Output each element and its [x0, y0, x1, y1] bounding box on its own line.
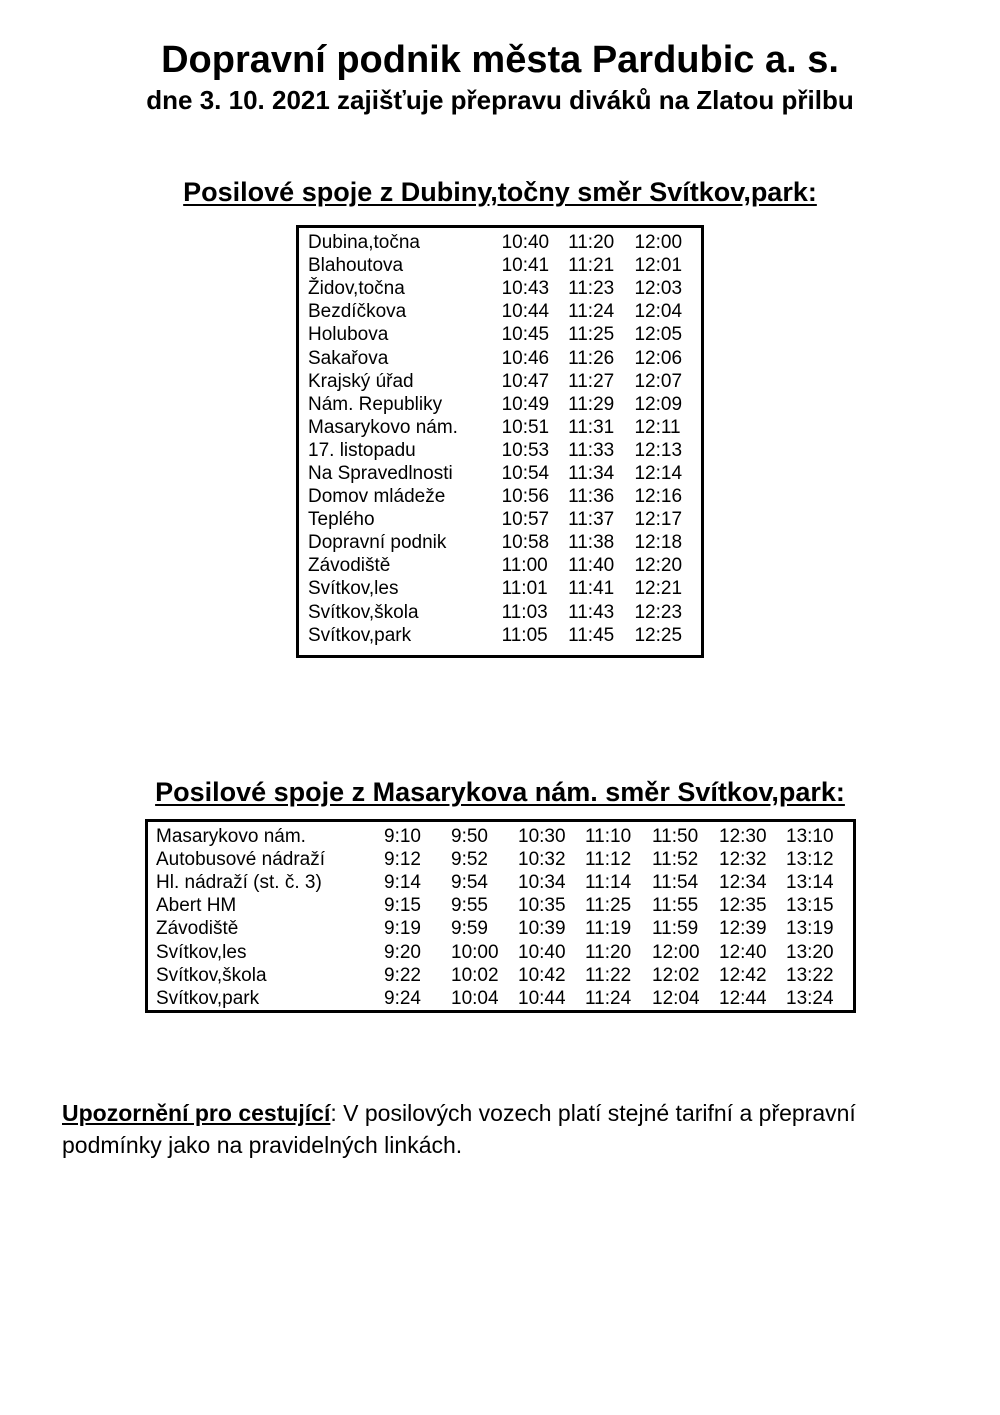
departure-time: 10:53 [501, 439, 550, 461]
departure-time: 12:44 [719, 987, 767, 1009]
stop-name: Bezdíčkova [308, 301, 407, 323]
stop-name: Holubova [308, 324, 389, 346]
stop-name: Masarykovo nám. [308, 416, 458, 438]
departure-time: 12:18 [634, 532, 683, 554]
departure-time: 10:45 [501, 324, 550, 346]
departure-time: 9:19 [384, 918, 421, 940]
departure-time: 9:20 [384, 941, 421, 963]
table-row [308, 416, 701, 439]
departure-time: 11:33 [568, 439, 615, 461]
departure-time: 13:14 [786, 872, 834, 894]
departure-time: 11:54 [652, 872, 699, 894]
table-row [308, 485, 701, 508]
stop-name: Svítkov,park [156, 987, 260, 1009]
departure-time: 11:52 [652, 849, 699, 871]
departure-time: 10:47 [501, 370, 550, 392]
departure-time: 11:00 [501, 555, 548, 577]
departure-time: 10:00 [451, 941, 499, 963]
departure-time: 11:50 [652, 826, 699, 848]
section-heading-dubina: Posilové spoje z Dubiny,točny směr Svítkov,park: [183, 177, 817, 207]
timetable-dubina-box [296, 225, 704, 658]
stop-name: Na Spravedlnosti [308, 462, 453, 484]
departure-time: 10:30 [518, 826, 566, 848]
departure-time: 9:12 [384, 849, 421, 871]
departure-time: 11:20 [585, 941, 632, 963]
passenger-notice [62, 1097, 942, 1161]
departure-time: 13:19 [786, 918, 834, 940]
stop-name: Sakařova [308, 347, 389, 369]
notice-label: Upozornění pro cestující [62, 1100, 331, 1126]
stop-name: Svítkov,les [308, 578, 399, 600]
notice-text: : V posilových vozech platí stejné tarifní a přepravní podmínky jako na pravidelných linkách. [62, 1100, 856, 1158]
departure-time: 11:23 [568, 278, 615, 300]
departure-time: 12:03 [634, 278, 683, 300]
departure-time: 11:34 [568, 462, 615, 484]
table-row [308, 508, 701, 531]
table-row [308, 531, 701, 554]
stop-name: Hl. nádraží (st. č. 3) [156, 872, 322, 894]
departure-time: 10:40 [518, 941, 566, 963]
departure-time: 9:10 [384, 826, 421, 848]
departure-time: 11:27 [568, 370, 615, 392]
departure-time: 13:15 [786, 895, 834, 917]
departure-time: 11:25 [585, 895, 632, 917]
departure-time: 10:57 [501, 509, 550, 531]
table-row [308, 370, 701, 393]
stop-name: Dubina,točna [308, 232, 420, 254]
departure-time: 11:14 [585, 872, 632, 894]
timetable-masarykovo [156, 825, 853, 1010]
departure-time: 11:45 [568, 624, 615, 646]
page-subtitle: dne 3. 10. 2021 zajišťuje přepravu diváků na Zlatou přilbu [146, 85, 854, 115]
table-row [308, 254, 701, 277]
table-row [308, 346, 701, 369]
departure-time: 11:05 [501, 624, 548, 646]
stop-name: Blahoutova [308, 255, 404, 277]
departure-time: 11:26 [568, 347, 615, 369]
departure-time: 12:17 [634, 509, 683, 531]
departure-time: 12:00 [652, 941, 700, 963]
departure-time: 11:37 [568, 509, 615, 531]
table-row [156, 964, 853, 987]
stop-name: Dopravní podnik [308, 532, 447, 554]
departure-time: 12:30 [719, 826, 767, 848]
stop-name: Svítkov,les [156, 941, 247, 963]
departure-time: 9:14 [384, 872, 421, 894]
departure-time: 12:02 [652, 964, 700, 986]
departure-time: 12:32 [719, 849, 767, 871]
table-row [308, 601, 701, 624]
stop-name: Abert HM [156, 895, 237, 917]
departure-time: 9:54 [451, 872, 488, 894]
stop-name: Krajský úřad [308, 370, 414, 392]
departure-time: 12:23 [634, 601, 683, 623]
departure-time: 10:04 [451, 987, 499, 1009]
departure-time: 11:10 [585, 826, 632, 848]
departure-time: 11:01 [501, 578, 548, 600]
table-row [308, 462, 701, 485]
departure-time: 10:41 [501, 255, 550, 277]
departure-time: 12:04 [652, 987, 700, 1009]
departure-time: 12:40 [719, 941, 767, 963]
departure-time: 12:06 [634, 347, 683, 369]
departure-time: 9:59 [451, 918, 488, 940]
table-row [308, 624, 701, 647]
departure-time: 13:12 [786, 849, 834, 871]
table-row [308, 277, 701, 300]
stop-name: Svítkov,park [308, 624, 412, 646]
departure-time: 12:20 [634, 555, 683, 577]
departure-time: 12:00 [634, 232, 683, 254]
departure-time: 11:55 [652, 895, 699, 917]
departure-time: 10:49 [501, 393, 550, 415]
departure-time: 10:02 [451, 964, 499, 986]
table-row [156, 987, 853, 1010]
departure-time: 11:03 [501, 601, 548, 623]
stop-name: Autobusové nádraží [156, 849, 326, 871]
table-row [308, 393, 701, 416]
departure-time: 11:36 [568, 486, 615, 508]
stop-name: Masarykovo nám. [156, 826, 306, 848]
stop-name: Svítkov,škola [156, 964, 267, 986]
departure-time: 12:16 [634, 486, 683, 508]
departure-time: 11:20 [568, 232, 615, 254]
stop-name: Závodiště [156, 918, 239, 940]
departure-time: 12:39 [719, 918, 767, 940]
table-row [308, 323, 701, 346]
table-row [308, 554, 701, 577]
stop-name: Svítkov,škola [308, 601, 419, 623]
departure-time: 10:44 [518, 987, 566, 1009]
departure-time: 12:11 [634, 416, 681, 438]
departure-time: 10:54 [501, 462, 550, 484]
departure-time: 10:32 [518, 849, 566, 871]
stop-name: Závodiště [308, 555, 391, 577]
table-row [308, 577, 701, 600]
stop-name: 17. listopadu [308, 439, 416, 461]
departure-time: 11:12 [585, 849, 632, 871]
table-row [156, 917, 853, 940]
departure-time: 9:15 [384, 895, 421, 917]
departure-time: 11:31 [568, 416, 615, 438]
departure-time: 10:42 [518, 964, 566, 986]
departure-time: 10:39 [518, 918, 566, 940]
table-row [308, 439, 701, 462]
table-row [308, 300, 701, 323]
departure-time: 12:07 [634, 370, 683, 392]
departure-time: 10:43 [501, 278, 550, 300]
departure-time: 10:58 [501, 532, 550, 554]
departure-time: 12:14 [634, 462, 683, 484]
departure-time: 10:46 [501, 347, 550, 369]
timetable-masarykovo-box [145, 819, 856, 1013]
timetable-dubina [308, 231, 701, 647]
departure-time: 9:22 [384, 964, 421, 986]
departure-time: 12:05 [634, 324, 683, 346]
departure-time: 12:04 [634, 301, 683, 323]
departure-time: 10:34 [518, 872, 566, 894]
departure-time: 12:21 [634, 578, 683, 600]
departure-time: 11:24 [585, 987, 632, 1009]
section-heading-masarykovo: Posilové spoje z Masarykova nám. směr Svítkov,park: [155, 777, 845, 807]
departure-time: 12:09 [634, 393, 683, 415]
departure-time: 12:25 [634, 624, 683, 646]
departure-time: 9:55 [451, 895, 488, 917]
departure-time: 11:43 [568, 601, 615, 623]
departure-time: 10:35 [518, 895, 566, 917]
departure-time: 10:51 [501, 416, 550, 438]
departure-time: 12:34 [719, 872, 767, 894]
departure-time: 13:24 [786, 987, 834, 1009]
departure-time: 11:21 [568, 255, 615, 277]
table-row [156, 894, 853, 917]
departure-time: 12:01 [634, 255, 683, 277]
departure-time: 9:24 [384, 987, 421, 1009]
departure-time: 11:24 [568, 301, 615, 323]
table-row [156, 825, 853, 848]
departure-time: 12:42 [719, 964, 767, 986]
departure-time: 13:22 [786, 964, 834, 986]
departure-time: 13:20 [786, 941, 834, 963]
table-row [156, 871, 853, 894]
stop-name: Teplého [308, 509, 375, 531]
stop-name: Domov mládeže [308, 486, 446, 508]
departure-time: 11:25 [568, 324, 615, 346]
departure-time: 10:40 [501, 232, 550, 254]
departure-time: 11:41 [568, 578, 615, 600]
departure-time: 11:40 [568, 555, 615, 577]
departure-time: 11:29 [568, 393, 615, 415]
departure-time: 11:19 [585, 918, 632, 940]
departure-time: 11:59 [652, 918, 699, 940]
departure-time: 12:13 [634, 439, 683, 461]
departure-time: 12:35 [719, 895, 767, 917]
departure-time: 11:22 [585, 964, 632, 986]
departure-time: 10:56 [501, 486, 550, 508]
departure-time: 13:10 [786, 826, 834, 848]
page-title: Dopravní podnik města Pardubic a. s. [161, 39, 839, 81]
departure-time: 10:44 [501, 301, 550, 323]
departure-time: 9:52 [451, 849, 488, 871]
departure-time: 11:38 [568, 532, 615, 554]
table-row [156, 940, 853, 963]
stop-name: Židov,točna [308, 278, 405, 300]
table-row [308, 231, 701, 254]
table-row [156, 848, 853, 871]
departure-time: 9:50 [451, 826, 488, 848]
stop-name: Nám. Republiky [308, 393, 443, 415]
